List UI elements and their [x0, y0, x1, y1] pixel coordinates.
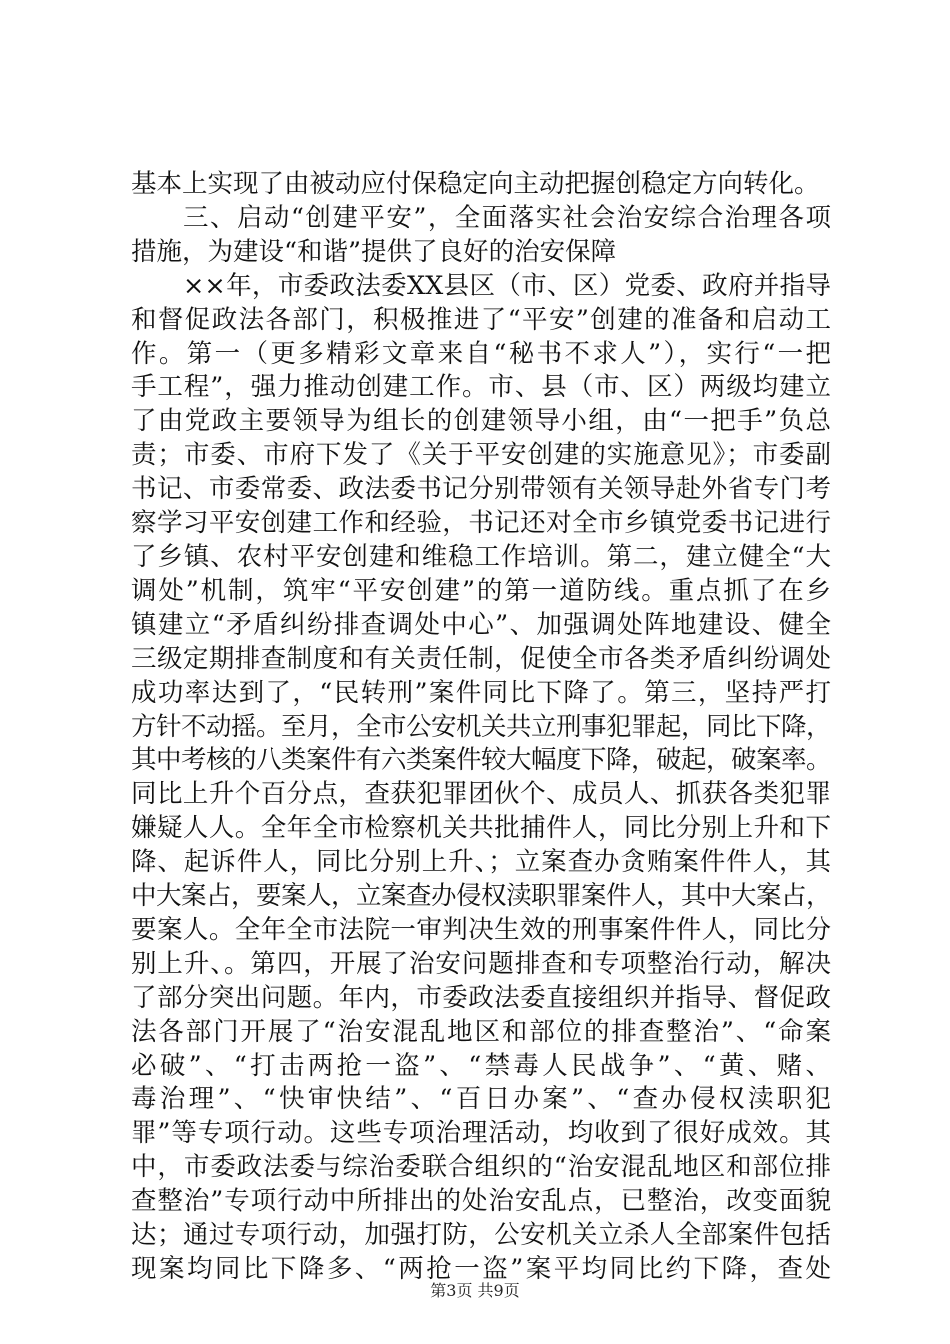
text-line: 基本上实现了由被动应付保稳定向主动把握创稳定方向转化。 — [131, 169, 820, 199]
text-line: 嫌疑人人。全年全市检察机关共批捕件人，同比分别上升和下 — [131, 813, 831, 844]
text-line: 了乡镇、农村平安创建和维稳工作培训。第二，建立健全“大 — [131, 541, 831, 572]
text-line: ××年，市委政法委XX县区（市、区）党委、政府并指导 — [183, 270, 831, 301]
text-line: 手工程”，强力推动创建工作。市、县（市、区）两级均建立 — [131, 372, 831, 403]
text-line: 别上升、。第四，开展了治安问题排查和专项整治行动，解决 — [131, 948, 831, 979]
text-line: 了由党政主要领导为组长的创建领导小组，由“一把手”负总 — [131, 406, 831, 437]
text-line: 察学习平安创建工作和经验，书记还对全市乡镇党委书记进行 — [131, 508, 831, 539]
text-line: 查整治”专项行动中所排出的处治安乱点，已整治，改变面貌 — [131, 1186, 831, 1217]
text-line: 中，市委政法委与综治委联合组织的“治安混乱地区和部位排 — [131, 1152, 831, 1183]
text-line: 了部分突出问题。年内，市委政法委直接组织并指导、督促政 — [131, 982, 831, 1013]
text-line: 三级定期排查制度和有关责任制，促使全市各类矛盾纠纷调处 — [131, 643, 831, 674]
document-body — [131, 168, 831, 1287]
text-line: 必破”、“打击两抢一盗”、“禁毒人民战争”、“黄、赌、 — [131, 1050, 831, 1081]
text-line: 责；市委、市府下发了《关于平安创建的实施意见》；市委副 — [131, 440, 831, 471]
text-line: 降、起诉件人，同比分别上升、；立案查办贪贿案件件人，其 — [131, 847, 831, 878]
text-line: 同比上升个百分点，查获犯罪团伙个、成员人、抓获各类犯罪 — [131, 779, 831, 810]
text-line: 罪”等专项行动。这些专项治理活动，均收到了很好成效。其 — [131, 1118, 831, 1149]
text-line: 和督促政法各部门，积极推进了“平安”创建的准备和启动工 — [131, 304, 831, 335]
text-line: 作。第一（更多精彩文章来自“秘书不求人”），实行“一把 — [131, 338, 831, 369]
text-line: 方针不动摇。至月，全市公安机关共立刑事犯罪起，同比下降， — [131, 711, 831, 742]
text-line: 成功率达到了，“民转刑”案件同比下降了。第三，坚持严打 — [131, 677, 831, 708]
section-heading-line: 措施，为建设“和谐”提供了良好的治安保障 — [131, 236, 617, 267]
text-line: 其中考核的八类案件有六类案件较大幅度下降，破起，破案率。 — [131, 745, 831, 776]
text-line: 现案均同比下降多、“两抢一盗”案平均同比约下降，查处 — [131, 1254, 831, 1284]
text-line: 法各部门开展了“治安混乱地区和部位的排查整治”、“命案 — [131, 1016, 831, 1047]
section-heading-line: 三、启动“创建平安”，全面落实社会治安综合治理各项 — [183, 202, 831, 233]
text-line: 毒治理”、“快审快结”、“百日办案”、“查办侵权渎职犯 — [131, 1084, 831, 1115]
text-line: 镇建立“矛盾纠纷排查调处中心”、加强调处阵地建设、健全 — [131, 609, 831, 640]
text-line: 调处”机制，筑牢“平安创建”的第一道防线。重点抓了在乡 — [131, 575, 831, 606]
page-footer: 第3页 共9页 — [430, 1281, 520, 1300]
text-line: 中大案占，要案人，立案查办侵权渎职罪案件人，其中大案占， — [131, 881, 831, 912]
text-line: 书记、市委常委、政法委书记分别带领有关领导赴外省专门考 — [131, 474, 831, 505]
text-line: 要案人。全年全市法院一审判决生效的刑事案件件人，同比分 — [131, 914, 831, 945]
text-line: 达；通过专项行动，加强打防，公安机关立杀人全部案件包括 — [131, 1220, 831, 1251]
